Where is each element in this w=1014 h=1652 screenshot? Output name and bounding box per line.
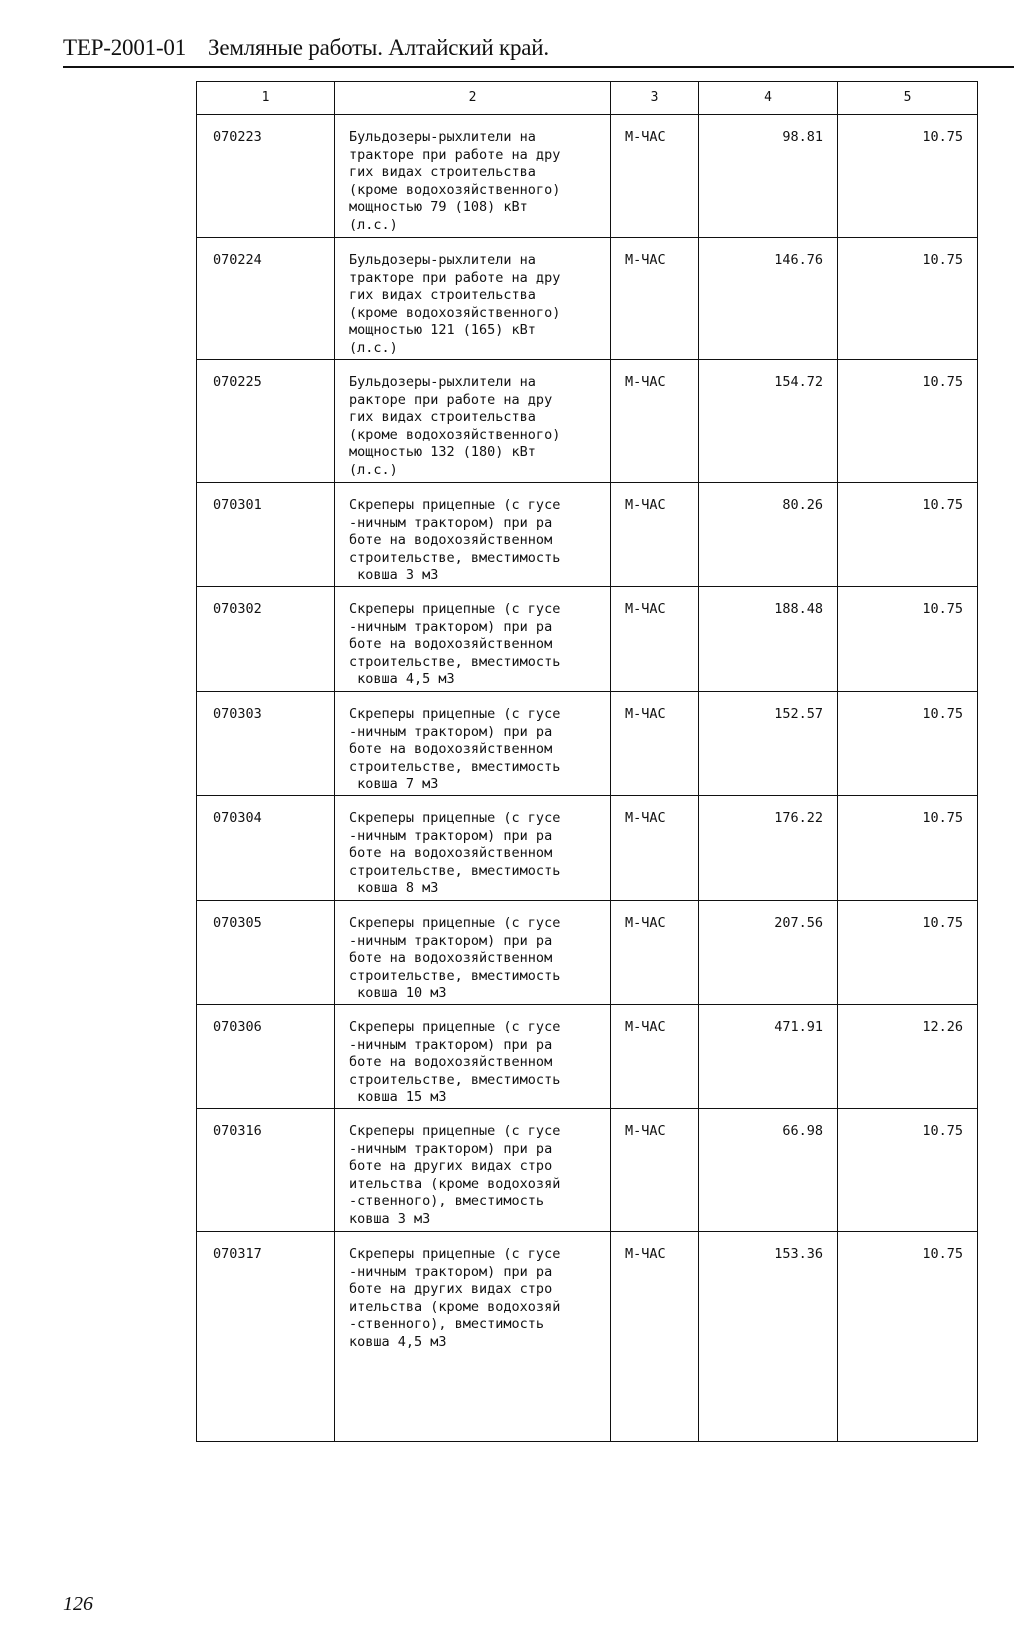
rate-price: 98.81	[699, 115, 838, 238]
rate-description	[335, 1005, 611, 1109]
description-line: боте на водохозяйственном	[349, 845, 553, 862]
description-line: (л.с.)	[349, 339, 398, 356]
rate-unit: М-ЧАС	[611, 483, 699, 587]
rate-description	[335, 238, 611, 360]
description-line: Скреперы прицепные (с гусе	[349, 497, 561, 513]
rate-description	[335, 1109, 611, 1232]
description-line: -ственного), вместимость	[349, 1316, 545, 1333]
table-row	[197, 901, 978, 1005]
rate-price: 80.26	[699, 483, 838, 587]
description-line: Бульдозеры-рыхлители на	[349, 129, 536, 145]
rate-code: 070316	[197, 1109, 335, 1232]
rate-unit: М-ЧАС	[611, 1232, 699, 1442]
rate-wage: 10.75	[838, 115, 978, 238]
description-line: (л.с.)	[349, 216, 398, 233]
description-line: Скреперы прицепные (с гусе	[349, 1123, 561, 1139]
description-line: боте на водохозяйственном	[349, 741, 553, 758]
table-row	[197, 483, 978, 587]
description-line: тракторе при работе на дру	[349, 146, 561, 163]
table-row	[197, 1109, 978, 1232]
rate-price: 176.22	[699, 796, 838, 901]
description-line: тракторе при работе на дру	[349, 269, 561, 286]
rate-code: 070317	[197, 1232, 335, 1442]
rate-price: 66.98	[699, 1109, 838, 1232]
description-line: ковша 15 м3	[349, 1089, 447, 1106]
rate-wage: 10.75	[838, 360, 978, 483]
table-header	[197, 82, 978, 115]
description-line: ковша 10 м3	[349, 985, 447, 1002]
rate-description	[335, 587, 611, 692]
rate-unit: М-ЧАС	[611, 1005, 699, 1109]
description-line: строительстве, вместимость	[349, 862, 561, 879]
table-row	[197, 692, 978, 796]
rate-wage: 10.75	[838, 483, 978, 587]
rate-wage: 12.26	[838, 1005, 978, 1109]
description-line: -ничным трактором) при ра	[349, 827, 553, 844]
rate-price: 146.76	[699, 238, 838, 360]
description-line: ракторе при работе на дру	[349, 391, 553, 408]
rate-description	[335, 483, 611, 587]
rate-price: 471.91	[699, 1005, 838, 1109]
table-row	[197, 1005, 978, 1109]
rate-description	[335, 796, 611, 901]
description-line: ковша 4,5 м3	[349, 671, 455, 688]
rate-unit: М-ЧАС	[611, 692, 699, 796]
description-line: (л.с.)	[349, 461, 398, 478]
column-header-2: 2	[335, 82, 611, 115]
description-line: боте на других видах стро	[349, 1158, 553, 1175]
description-line: Скреперы прицепные (с гусе	[349, 1019, 561, 1035]
description-line: строительстве, вместимость	[349, 1071, 561, 1088]
description-line: (кроме водохозяйственного)	[349, 304, 561, 321]
description-line: -ничным трактором) при ра	[349, 932, 553, 949]
description-line: Скреперы прицепные (с гусе	[349, 706, 561, 722]
rate-code: 070303	[197, 692, 335, 796]
table-row	[197, 238, 978, 360]
description-line: боте на водохозяйственном	[349, 950, 553, 967]
description-line: ковша 4,5 м3	[349, 1333, 447, 1350]
rates-table	[196, 81, 978, 1442]
description-line: (кроме водохозяйственного)	[349, 426, 561, 443]
table-body	[197, 115, 978, 1442]
description-line: ковша 8 м3	[349, 880, 439, 897]
description-line: мощностью 79 (108) кВт	[349, 199, 528, 216]
description-line: -ничным трактором) при ра	[349, 1036, 553, 1053]
column-header-3: 3	[611, 82, 699, 115]
table-row	[197, 360, 978, 483]
table-row	[197, 1232, 978, 1442]
rate-code: 070302	[197, 587, 335, 692]
rate-price: 207.56	[699, 901, 838, 1005]
rate-code: 070306	[197, 1005, 335, 1109]
description-line: -ничным трактором) при ра	[349, 514, 553, 531]
description-line: Скреперы прицепные (с гусе	[349, 601, 561, 617]
rate-price: 153.36	[699, 1232, 838, 1442]
rate-unit: М-ЧАС	[611, 901, 699, 1005]
rate-code: 070224	[197, 238, 335, 360]
rate-unit: М-ЧАС	[611, 796, 699, 901]
description-line: боте на водохозяйственном	[349, 532, 553, 549]
description-line: боте на водохозяйственном	[349, 1054, 553, 1071]
rate-wage: 10.75	[838, 238, 978, 360]
description-line: ительства (кроме водохозяй	[349, 1298, 561, 1315]
description-line: -ственного), вместимость	[349, 1193, 545, 1210]
rate-code: 070301	[197, 483, 335, 587]
description-line: боте на водохозяйственном	[349, 636, 553, 653]
rate-description	[335, 692, 611, 796]
description-line: мощностью 132 (180) кВт	[349, 444, 536, 461]
description-line: Скреперы прицепные (с гусе	[349, 810, 561, 826]
rate-unit: М-ЧАС	[611, 1109, 699, 1232]
rate-unit: М-ЧАС	[611, 360, 699, 483]
description-line: мощностью 121 (165) кВт	[349, 322, 536, 339]
description-line: (кроме водохозяйственного)	[349, 181, 561, 198]
description-line: строительстве, вместимость	[349, 967, 561, 984]
description-line: Скреперы прицепные (с гусе	[349, 915, 561, 931]
rate-code: 070223	[197, 115, 335, 238]
description-line: -ничным трактором) при ра	[349, 1263, 553, 1280]
column-header-4: 4	[699, 82, 838, 115]
description-line: ковша 3 м3	[349, 1210, 431, 1227]
rate-wage: 10.75	[838, 796, 978, 901]
rate-price: 188.48	[699, 587, 838, 692]
description-line: гих видах строительства	[349, 287, 536, 304]
rate-description	[335, 115, 611, 238]
rate-wage: 10.75	[838, 1109, 978, 1232]
page-header	[63, 30, 1014, 68]
rate-description	[335, 901, 611, 1005]
description-line: Бульдозеры-рыхлители на	[349, 252, 536, 268]
rate-description	[335, 360, 611, 483]
rate-code: 070225	[197, 360, 335, 483]
description-line: гих видах строительства	[349, 164, 536, 181]
rate-wage: 10.75	[838, 692, 978, 796]
column-header-1: 1	[197, 82, 335, 115]
rate-unit: М-ЧАС	[611, 238, 699, 360]
description-line: ковша 3 м3	[349, 567, 439, 584]
rate-wage: 10.75	[838, 587, 978, 692]
rate-unit: М-ЧАС	[611, 587, 699, 692]
rate-code: 070305	[197, 901, 335, 1005]
rate-wage: 10.75	[838, 1232, 978, 1442]
rate-wage: 10.75	[838, 901, 978, 1005]
description-line: ковша 7 м3	[349, 776, 439, 793]
description-line: строительстве, вместимость	[349, 549, 561, 566]
document-code: ТЕР-2001-01	[63, 35, 187, 60]
rate-description	[335, 1232, 611, 1442]
rate-price: 154.72	[699, 360, 838, 483]
description-line: -ничным трактором) при ра	[349, 618, 553, 635]
description-line: строительстве, вместимость	[349, 653, 561, 670]
rate-unit: М-ЧАС	[611, 115, 699, 238]
table-row	[197, 587, 978, 692]
description-line: -ничным трактором) при ра	[349, 1140, 553, 1157]
table-row	[197, 796, 978, 901]
rate-price: 152.57	[699, 692, 838, 796]
description-line: боте на других видах стро	[349, 1281, 553, 1298]
description-line: Бульдозеры-рыхлители на	[349, 374, 536, 390]
rate-code: 070304	[197, 796, 335, 901]
header-row	[197, 82, 978, 115]
table-row	[197, 115, 978, 238]
column-header-5: 5	[838, 82, 978, 115]
description-line: Скреперы прицепные (с гусе	[349, 1246, 561, 1262]
description-line: строительстве, вместимость	[349, 758, 561, 775]
page-number: 126	[63, 1593, 93, 1615]
description-line: ительства (кроме водохозяй	[349, 1175, 561, 1192]
description-line: гих видах строительства	[349, 409, 536, 426]
document-title: Земляные работы. Алтайский край.	[208, 35, 549, 60]
description-line: -ничным трактором) при ра	[349, 723, 553, 740]
